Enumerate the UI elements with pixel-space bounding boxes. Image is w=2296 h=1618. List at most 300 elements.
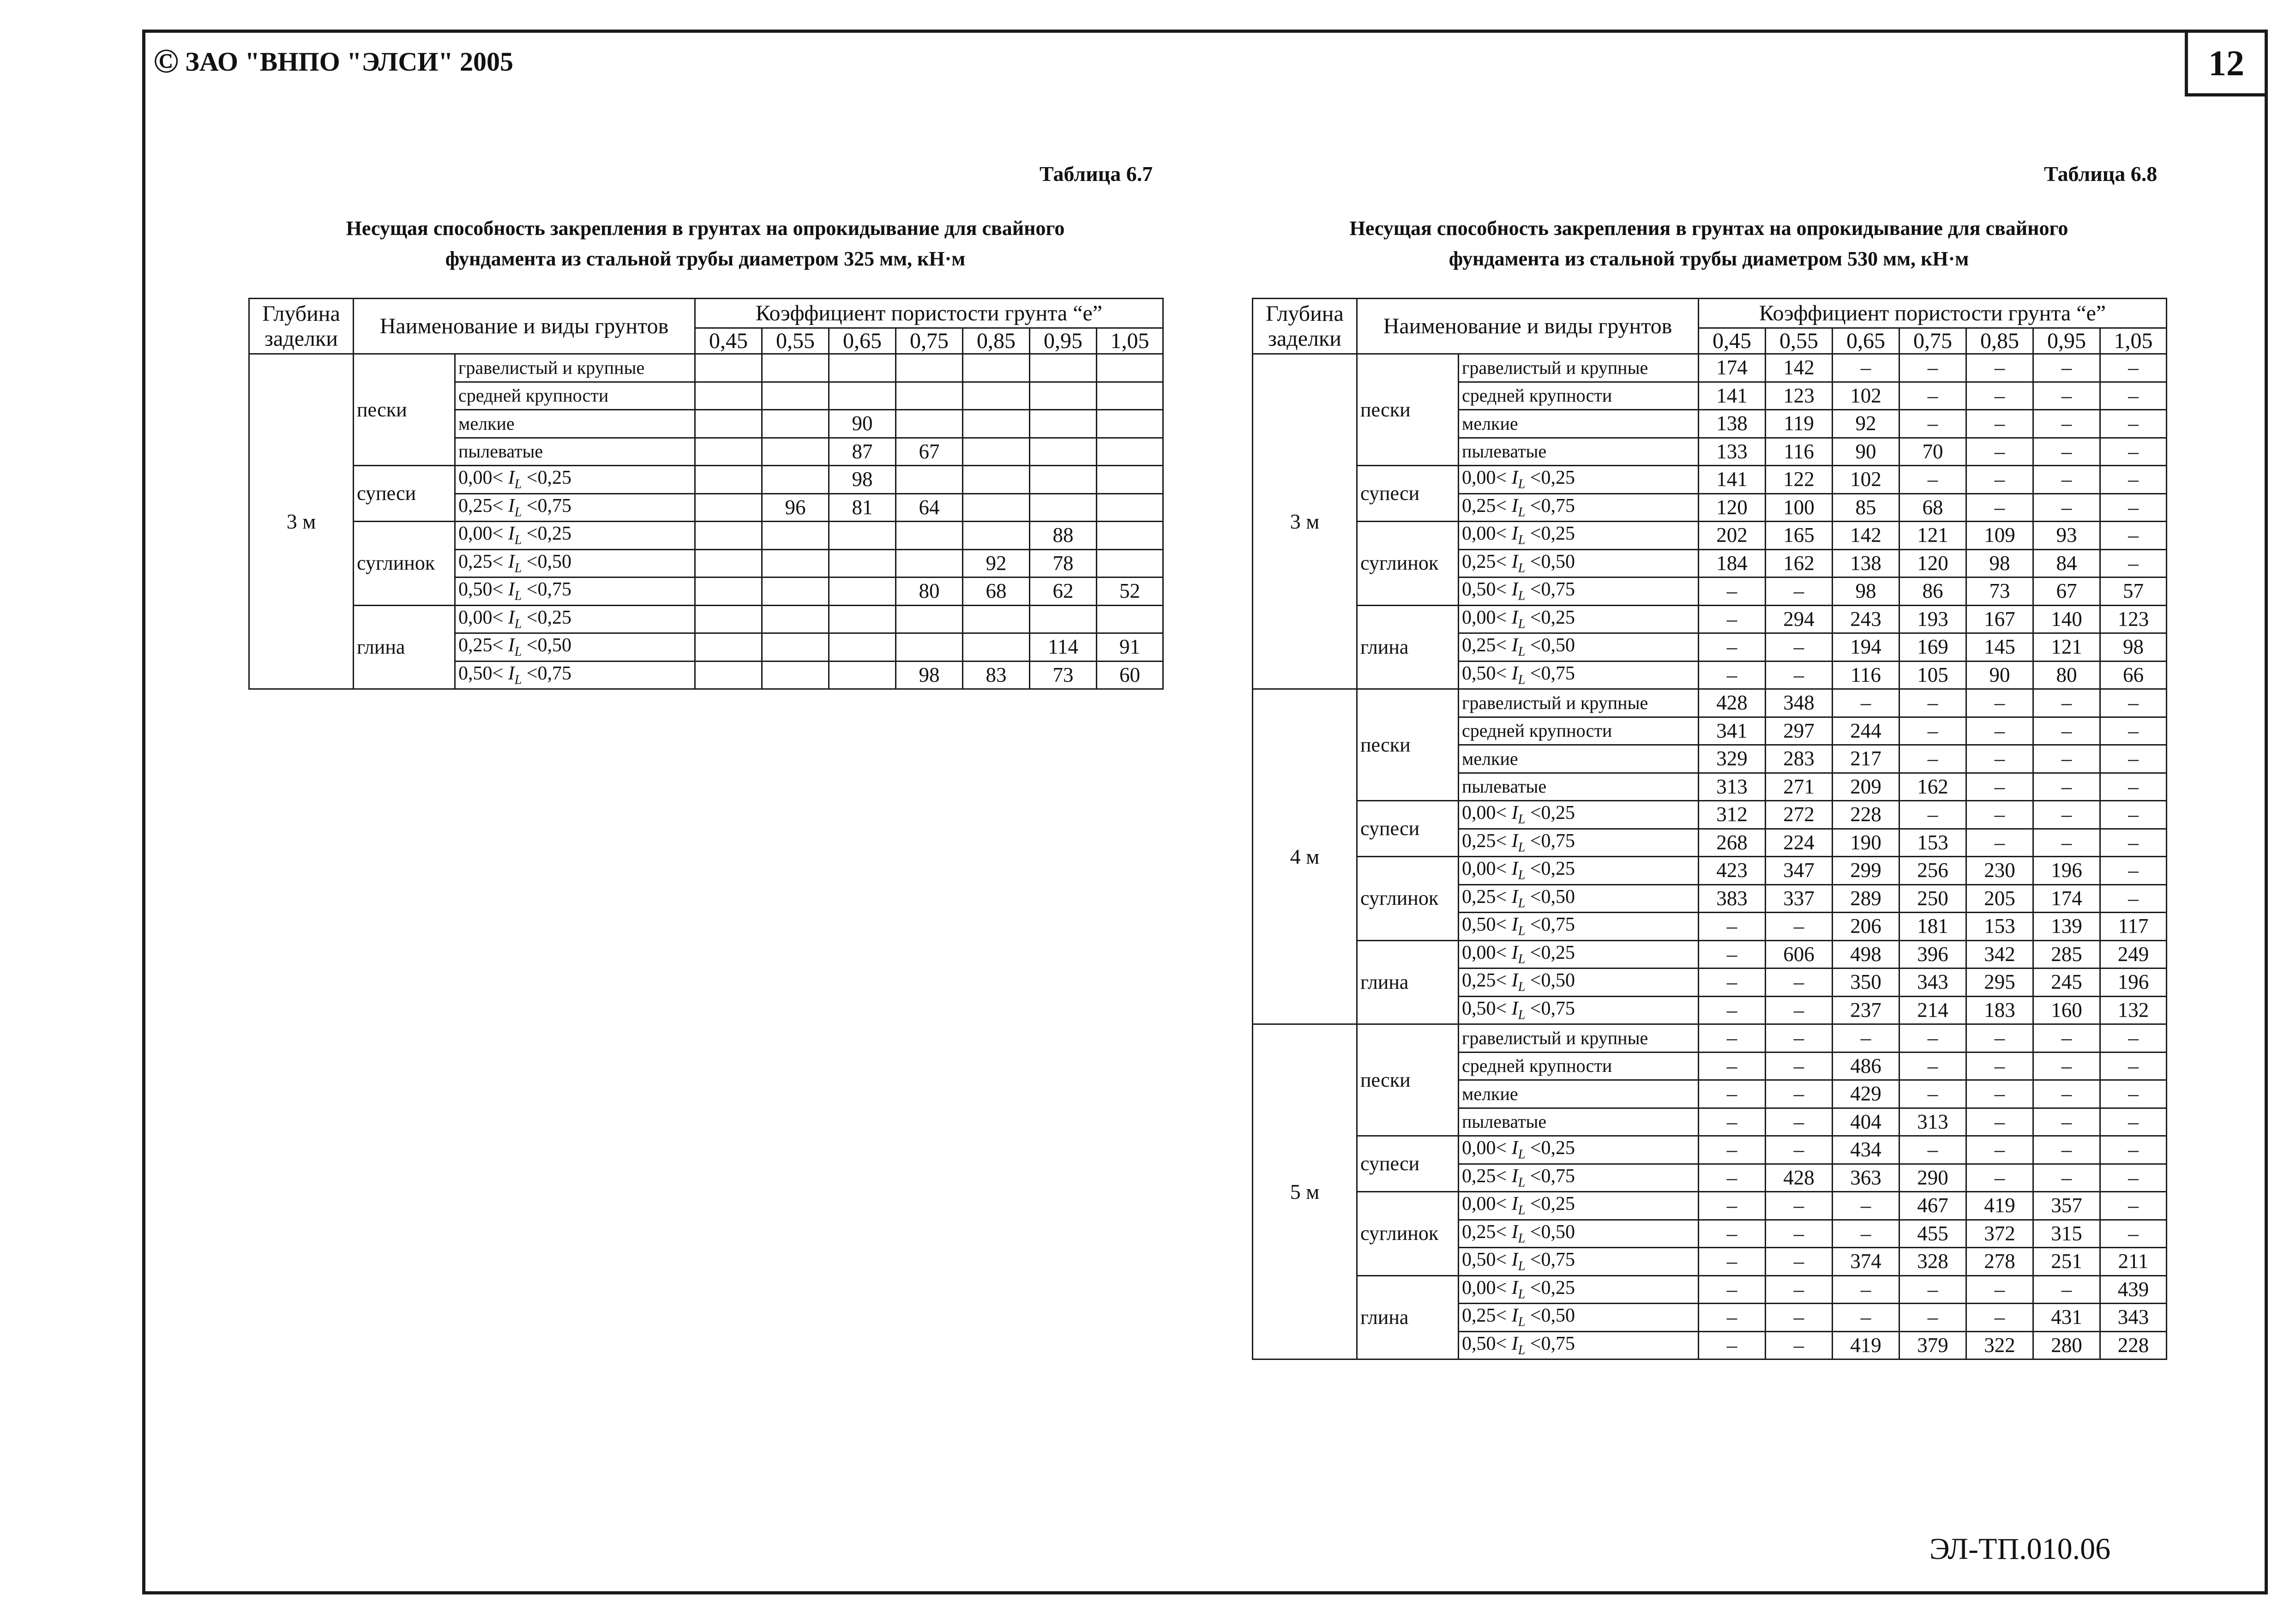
soil-subtype-cell: средней крупности (1459, 1052, 1699, 1080)
value-cell: 467 (1899, 1192, 1966, 1220)
table-6-8-title-line1: Несущая способность закрепления в грунтах на опрокидывание для свайного (1349, 217, 2068, 240)
value-cell: – (1699, 1192, 1766, 1220)
value-cell: 256 (1899, 857, 1966, 885)
value-cell: – (2100, 884, 2167, 913)
soil-subtype-cell: $0,25< I_L <0,50$ (455, 549, 695, 577)
value-cell: – (2100, 1052, 2167, 1080)
value-cell: 205 (1966, 884, 2033, 913)
value-cell: – (1699, 1275, 1766, 1304)
value-cell: 357 (2033, 1192, 2100, 1220)
value-cell: 73 (1966, 577, 2033, 606)
value-cell: 428 (1699, 689, 1766, 717)
value-cell (896, 354, 963, 382)
value-cell: – (1699, 1331, 1766, 1359)
value-cell: 141 (1699, 466, 1766, 494)
value-cell (695, 354, 762, 382)
value-cell: 121 (1899, 522, 1966, 550)
page-number: 12 (2185, 30, 2268, 96)
value-cell: 184 (1699, 549, 1766, 577)
value-cell: – (1766, 1275, 1833, 1304)
value-cell (829, 549, 896, 577)
soil-subtype-cell: $0,25< I_L <0,50$ (1459, 1220, 1699, 1248)
soil-subtype-cell: гравелистый и крупные (1459, 689, 1699, 717)
value-cell: – (2100, 410, 2167, 438)
value-cell: 133 (1699, 438, 1766, 466)
soil-subtype-cell: $0,00< I_L <0,25$ (1459, 605, 1699, 633)
value-cell: 423 (1699, 857, 1766, 885)
soil-subtype-cell: пылеватые (1459, 438, 1699, 466)
soil-subtype-cell: $0,00< I_L <0,25$ (455, 466, 695, 494)
value-cell (695, 438, 762, 466)
value-cell (762, 605, 829, 633)
value-cell: – (1899, 717, 1966, 745)
value-cell: 90 (1833, 438, 1899, 466)
value-cell (1097, 382, 1163, 410)
value-cell: 78 (1030, 549, 1097, 577)
soil-subtype-cell: $0,00< I_L <0,25$ (1459, 1192, 1699, 1220)
value-cell: – (1699, 1248, 1766, 1276)
soil-subtype-cell: мелкие (455, 410, 695, 438)
copyright-line (153, 44, 513, 78)
value-cell: 350 (1833, 968, 1899, 997)
value-cell: – (1766, 577, 1833, 606)
soil-subtype-cell: $0,25< I_L <0,50$ (455, 633, 695, 662)
table-row (1253, 940, 2167, 968)
value-cell (963, 605, 1030, 633)
value-cell: 342 (1966, 940, 2033, 968)
value-cell: 84 (2033, 549, 2100, 577)
value-cell: – (2100, 522, 2167, 550)
value-cell: 404 (1833, 1108, 1899, 1136)
value-cell: – (1766, 1192, 1833, 1220)
value-cell: – (1966, 773, 2033, 801)
value-cell (1097, 354, 1163, 382)
table-row (1253, 354, 2167, 382)
soil-type-cell: пески (354, 354, 455, 466)
table-6-7-title (248, 213, 1162, 274)
value-cell: 295 (1966, 968, 2033, 997)
soil-type-cell: пески (1357, 1024, 1459, 1136)
value-cell: 119 (1766, 410, 1833, 438)
value-cell: – (2033, 493, 2100, 522)
table-6-8-title-line2: фундамента из стальной трубы диаметром 530 мм, кН·м (1449, 247, 1969, 270)
value-cell (695, 410, 762, 438)
value-cell: 92 (963, 549, 1030, 577)
value-cell: – (1833, 1304, 1899, 1332)
value-cell: – (1766, 1248, 1833, 1276)
value-cell: – (1766, 1331, 1833, 1359)
value-cell: 343 (2100, 1304, 2167, 1332)
value-cell: 165 (1766, 522, 1833, 550)
soil-subtype-cell: мелкие (1459, 410, 1699, 438)
value-cell: 98 (1966, 549, 2033, 577)
value-cell: 167 (1966, 605, 2033, 633)
value-cell: 122 (1766, 466, 1833, 494)
value-cell: 250 (1899, 884, 1966, 913)
value-cell: – (2100, 382, 2167, 410)
e-value-header: 0,75 (1899, 328, 1966, 354)
header-soil-name: Наименование и виды грунтов (1357, 299, 1699, 354)
soil-subtype-cell: $0,50< I_L <0,75$ (1459, 1331, 1699, 1359)
value-cell: 90 (829, 410, 896, 438)
value-cell (829, 382, 896, 410)
value-cell (1097, 522, 1163, 550)
value-cell: 91 (1097, 633, 1163, 662)
e-value-header: 0,85 (963, 328, 1030, 354)
value-cell: 196 (2033, 857, 2100, 885)
value-cell: 117 (2100, 913, 2167, 941)
table-row (249, 466, 1163, 494)
value-cell: 329 (1699, 745, 1766, 773)
value-cell: – (2033, 773, 2100, 801)
value-cell: – (2033, 1164, 2100, 1192)
value-cell: 80 (896, 577, 963, 606)
value-cell (695, 549, 762, 577)
value-cell: 348 (1766, 689, 1833, 717)
value-cell: – (1766, 968, 1833, 997)
soil-subtype-cell: $0,25< I_L <0,75$ (1459, 829, 1699, 857)
value-cell: 217 (1833, 745, 1899, 773)
value-cell: 102 (1833, 466, 1899, 494)
value-cell: – (1699, 1080, 1766, 1108)
value-cell: 92 (1833, 410, 1899, 438)
value-cell: 193 (1899, 605, 1966, 633)
value-cell: 88 (1030, 522, 1097, 550)
value-cell: – (1966, 689, 2033, 717)
table-row (1253, 1136, 2167, 1164)
value-cell: 86 (1899, 577, 1966, 606)
value-cell: – (1699, 1220, 1766, 1248)
value-cell: – (1966, 466, 2033, 494)
table-6-7-title-line1: Несущая способность закрепления в грунтах на опрокидывание для свайного (346, 217, 1065, 240)
soil-subtype-cell: $0,00< I_L <0,25$ (1459, 1275, 1699, 1304)
soil-type-cell: суглинок (354, 522, 455, 606)
value-cell: 183 (1966, 996, 2033, 1024)
table-6-7 (248, 298, 1164, 690)
soil-subtype-cell: $0,00< I_L <0,25$ (455, 522, 695, 550)
soil-subtype-cell: $0,25< I_L <0,50$ (1459, 884, 1699, 913)
value-cell: 431 (2033, 1304, 2100, 1332)
soil-subtype-cell: $0,50< I_L <0,75$ (1459, 661, 1699, 689)
value-cell: 224 (1766, 829, 1833, 857)
value-cell (963, 354, 1030, 382)
soil-subtype-cell: гравелистый и крупные (1459, 354, 1699, 382)
table-6-8-title (1252, 213, 2166, 274)
table-row (1253, 466, 2167, 494)
value-cell: – (1833, 1220, 1899, 1248)
value-cell (896, 633, 963, 662)
value-cell: 162 (1766, 549, 1833, 577)
value-cell: – (2033, 801, 2100, 829)
copyright-text: ЗАО "ВНПО "ЭЛСИ" 2005 (185, 46, 514, 77)
value-cell: 132 (2100, 996, 2167, 1024)
value-cell: 98 (829, 466, 896, 494)
value-cell: – (1966, 1108, 2033, 1136)
value-cell: 419 (1833, 1331, 1899, 1359)
value-cell (695, 605, 762, 633)
value-cell: 251 (2033, 1248, 2100, 1276)
value-cell: 181 (1899, 913, 1966, 941)
value-cell: – (2033, 745, 2100, 773)
e-value-header: 0,65 (1833, 328, 1899, 354)
value-cell (963, 466, 1030, 494)
soil-subtype-cell: гравелистый и крупные (455, 354, 695, 382)
value-cell: 343 (1899, 968, 1966, 997)
value-cell: 153 (1899, 829, 1966, 857)
header-depth: Глубина заделки (1253, 299, 1357, 354)
soil-subtype-cell: пылеватые (1459, 773, 1699, 801)
value-cell: 299 (1833, 857, 1899, 885)
soil-subtype-cell: средней крупности (455, 382, 695, 410)
value-cell: 121 (2033, 633, 2100, 662)
value-cell: – (2100, 354, 2167, 382)
copyright-icon: © (153, 42, 179, 80)
value-cell: 498 (1833, 940, 1899, 968)
value-cell: – (1966, 1275, 2033, 1304)
value-cell: 396 (1899, 940, 1966, 968)
e-value-header: 0,85 (1966, 328, 2033, 354)
value-cell: 169 (1899, 633, 1966, 662)
value-cell (829, 605, 896, 633)
table-6-8-label: Таблица 6.8 (2044, 162, 2158, 186)
value-cell: 98 (2100, 633, 2167, 662)
value-cell (1030, 410, 1097, 438)
value-cell (1097, 605, 1163, 633)
value-cell: 140 (2033, 605, 2100, 633)
value-cell: – (1699, 996, 1766, 1024)
value-cell: 290 (1899, 1164, 1966, 1192)
value-cell: – (1966, 1052, 2033, 1080)
value-cell (1030, 466, 1097, 494)
value-cell: – (2100, 1108, 2167, 1136)
table-6-7-title-line2: фундамента из стальной трубы диаметром 325 мм, кН·м (445, 247, 966, 270)
value-cell: 57 (2100, 577, 2167, 606)
value-cell: – (1699, 1024, 1766, 1053)
header-porosity-coefficient: Коэффициент пористости грунта “е” (695, 299, 1163, 328)
value-cell: 196 (2100, 968, 2167, 997)
value-cell: 202 (1699, 522, 1766, 550)
value-cell (896, 605, 963, 633)
value-cell: – (1899, 689, 1966, 717)
value-cell (695, 493, 762, 522)
table-row (1253, 522, 2167, 550)
value-cell: – (1966, 1304, 2033, 1332)
value-cell: – (2033, 1136, 2100, 1164)
soil-type-cell: супеси (354, 466, 455, 522)
value-cell: – (1766, 1108, 1833, 1136)
value-cell: – (1766, 1080, 1833, 1108)
value-cell: 439 (2100, 1275, 2167, 1304)
value-cell: 379 (1899, 1331, 1966, 1359)
soil-type-cell: супеси (1357, 1136, 1459, 1192)
value-cell: – (2033, 1052, 2100, 1080)
value-cell: 83 (963, 661, 1030, 689)
value-cell: 68 (963, 577, 1030, 606)
value-cell: 66 (2100, 661, 2167, 689)
value-cell: 93 (2033, 522, 2100, 550)
value-cell: – (2033, 438, 2100, 466)
value-cell: 313 (1899, 1108, 1966, 1136)
value-cell: – (1966, 1080, 2033, 1108)
value-cell: 271 (1766, 773, 1833, 801)
value-cell: 98 (896, 661, 963, 689)
value-cell: 249 (2100, 940, 2167, 968)
value-cell: – (1966, 1024, 2033, 1053)
value-cell: 230 (1966, 857, 2033, 885)
value-cell: – (1966, 493, 2033, 522)
soil-subtype-cell: $0,00< I_L <0,25$ (1459, 1136, 1699, 1164)
value-cell (1030, 493, 1097, 522)
soil-subtype-cell: $0,00< I_L <0,25$ (1459, 522, 1699, 550)
value-cell: – (1833, 1024, 1899, 1053)
value-cell: 142 (1833, 522, 1899, 550)
value-cell: 174 (2033, 884, 2100, 913)
soil-subtype-cell: $0,50< I_L <0,75$ (1459, 1248, 1699, 1276)
value-cell: 67 (896, 438, 963, 466)
value-cell (963, 438, 1030, 466)
value-cell (829, 354, 896, 382)
value-cell: – (1699, 605, 1766, 633)
value-cell: – (1966, 410, 2033, 438)
value-cell (896, 522, 963, 550)
value-cell: 68 (1899, 493, 1966, 522)
soil-subtype-cell: $0,50< I_L <0,75$ (1459, 913, 1699, 941)
value-cell: – (2033, 1275, 2100, 1304)
value-cell: – (1766, 633, 1833, 662)
e-value-header: 0,75 (896, 328, 963, 354)
value-cell (963, 633, 1030, 662)
header-soil-name: Наименование и виды грунтов (354, 299, 695, 354)
value-cell: – (1766, 1220, 1833, 1248)
value-cell (762, 633, 829, 662)
e-value-header: 0,55 (1766, 328, 1833, 354)
value-cell: 383 (1699, 884, 1766, 913)
value-cell: – (2100, 829, 2167, 857)
value-cell: – (1899, 1052, 1966, 1080)
soil-subtype-cell: $0,25< I_L <0,75$ (1459, 1164, 1699, 1192)
value-cell (963, 382, 1030, 410)
value-cell: – (1766, 661, 1833, 689)
value-cell: 294 (1766, 605, 1833, 633)
value-cell: 123 (2100, 605, 2167, 633)
value-cell (762, 549, 829, 577)
soil-type-cell: глина (354, 605, 455, 689)
table-6-7-label: Таблица 6.7 (1040, 162, 1153, 186)
value-cell (896, 466, 963, 494)
value-cell: – (2033, 410, 2100, 438)
soil-subtype-cell: $0,50< I_L <0,75$ (1459, 996, 1699, 1024)
e-value-header: 0,55 (762, 328, 829, 354)
soil-subtype-cell: $0,00< I_L <0,25$ (1459, 801, 1699, 829)
soil-type-cell: суглинок (1357, 522, 1459, 606)
value-cell: 278 (1966, 1248, 2033, 1276)
value-cell: 341 (1699, 717, 1766, 745)
value-cell: – (1899, 354, 1966, 382)
table-row (1253, 1192, 2167, 1220)
soil-subtype-cell: $0,25< I_L <0,75$ (1459, 493, 1699, 522)
value-cell (762, 577, 829, 606)
value-cell: 174 (1699, 354, 1766, 382)
value-cell: – (1966, 354, 2033, 382)
value-cell: 283 (1766, 745, 1833, 773)
value-cell: 322 (1966, 1331, 2033, 1359)
value-cell: – (2100, 1220, 2167, 1248)
value-cell: – (2100, 1192, 2167, 1220)
value-cell: – (1833, 354, 1899, 382)
value-cell: 98 (1833, 577, 1899, 606)
value-cell: 337 (1766, 884, 1833, 913)
table-row (1253, 605, 2167, 633)
header-porosity-coefficient: Коэффициент пористости грунта “е” (1699, 299, 2167, 328)
value-cell: – (1699, 1052, 1766, 1080)
soil-subtype-cell: $0,00< I_L <0,25$ (1459, 857, 1699, 885)
e-value-header: 0,45 (695, 328, 762, 354)
value-cell: – (1699, 661, 1766, 689)
soil-subtype-cell: средней крупности (1459, 382, 1699, 410)
value-cell: – (1699, 1304, 1766, 1332)
value-cell (1097, 466, 1163, 494)
value-cell: – (1699, 940, 1766, 968)
value-cell: 419 (1966, 1192, 2033, 1220)
soil-subtype-cell: $0,25< I_L <0,50$ (1459, 549, 1699, 577)
soil-type-cell: суглинок (1357, 857, 1459, 941)
value-cell: 289 (1833, 884, 1899, 913)
value-cell: – (2100, 438, 2167, 466)
value-cell: 486 (1833, 1052, 1899, 1080)
value-cell: 62 (1030, 577, 1097, 606)
soil-type-cell: супеси (1357, 801, 1459, 857)
value-cell: 374 (1833, 1248, 1899, 1276)
value-cell (963, 522, 1030, 550)
soil-subtype-cell: $0,50< I_L <0,75$ (455, 577, 695, 606)
value-cell: – (1766, 1024, 1833, 1053)
value-cell: – (1699, 577, 1766, 606)
soil-subtype-cell: $0,00< I_L <0,25$ (1459, 940, 1699, 968)
value-cell (762, 522, 829, 550)
value-cell (896, 410, 963, 438)
value-cell: 206 (1833, 913, 1899, 941)
value-cell: – (2033, 466, 2100, 494)
value-cell: – (1833, 1275, 1899, 1304)
value-cell: 194 (1833, 633, 1899, 662)
value-cell: 209 (1833, 773, 1899, 801)
value-cell: – (2033, 382, 2100, 410)
value-cell: 243 (1833, 605, 1899, 633)
value-cell: – (2100, 549, 2167, 577)
value-cell: – (2100, 689, 2167, 717)
value-cell: – (1699, 1108, 1766, 1136)
value-cell: 285 (2033, 940, 2100, 968)
value-cell: 606 (1766, 940, 1833, 968)
depth-cell: 4 м (1253, 689, 1357, 1024)
value-cell: – (1766, 1052, 1833, 1080)
value-cell: – (2100, 1164, 2167, 1192)
value-cell: – (1699, 913, 1766, 941)
table-row (1253, 1275, 2167, 1304)
table-row (249, 354, 1163, 382)
value-cell: – (1766, 913, 1833, 941)
soil-subtype-cell: мелкие (1459, 745, 1699, 773)
value-cell: – (1899, 382, 1966, 410)
soil-type-cell: пески (1357, 689, 1459, 801)
value-cell (762, 466, 829, 494)
value-cell: 315 (2033, 1220, 2100, 1248)
value-cell (1097, 493, 1163, 522)
header-row (1253, 299, 2167, 328)
e-value-header: 1,05 (2100, 328, 2167, 354)
value-cell: 153 (1966, 913, 2033, 941)
soil-type-cell: суглинок (1357, 1192, 1459, 1276)
